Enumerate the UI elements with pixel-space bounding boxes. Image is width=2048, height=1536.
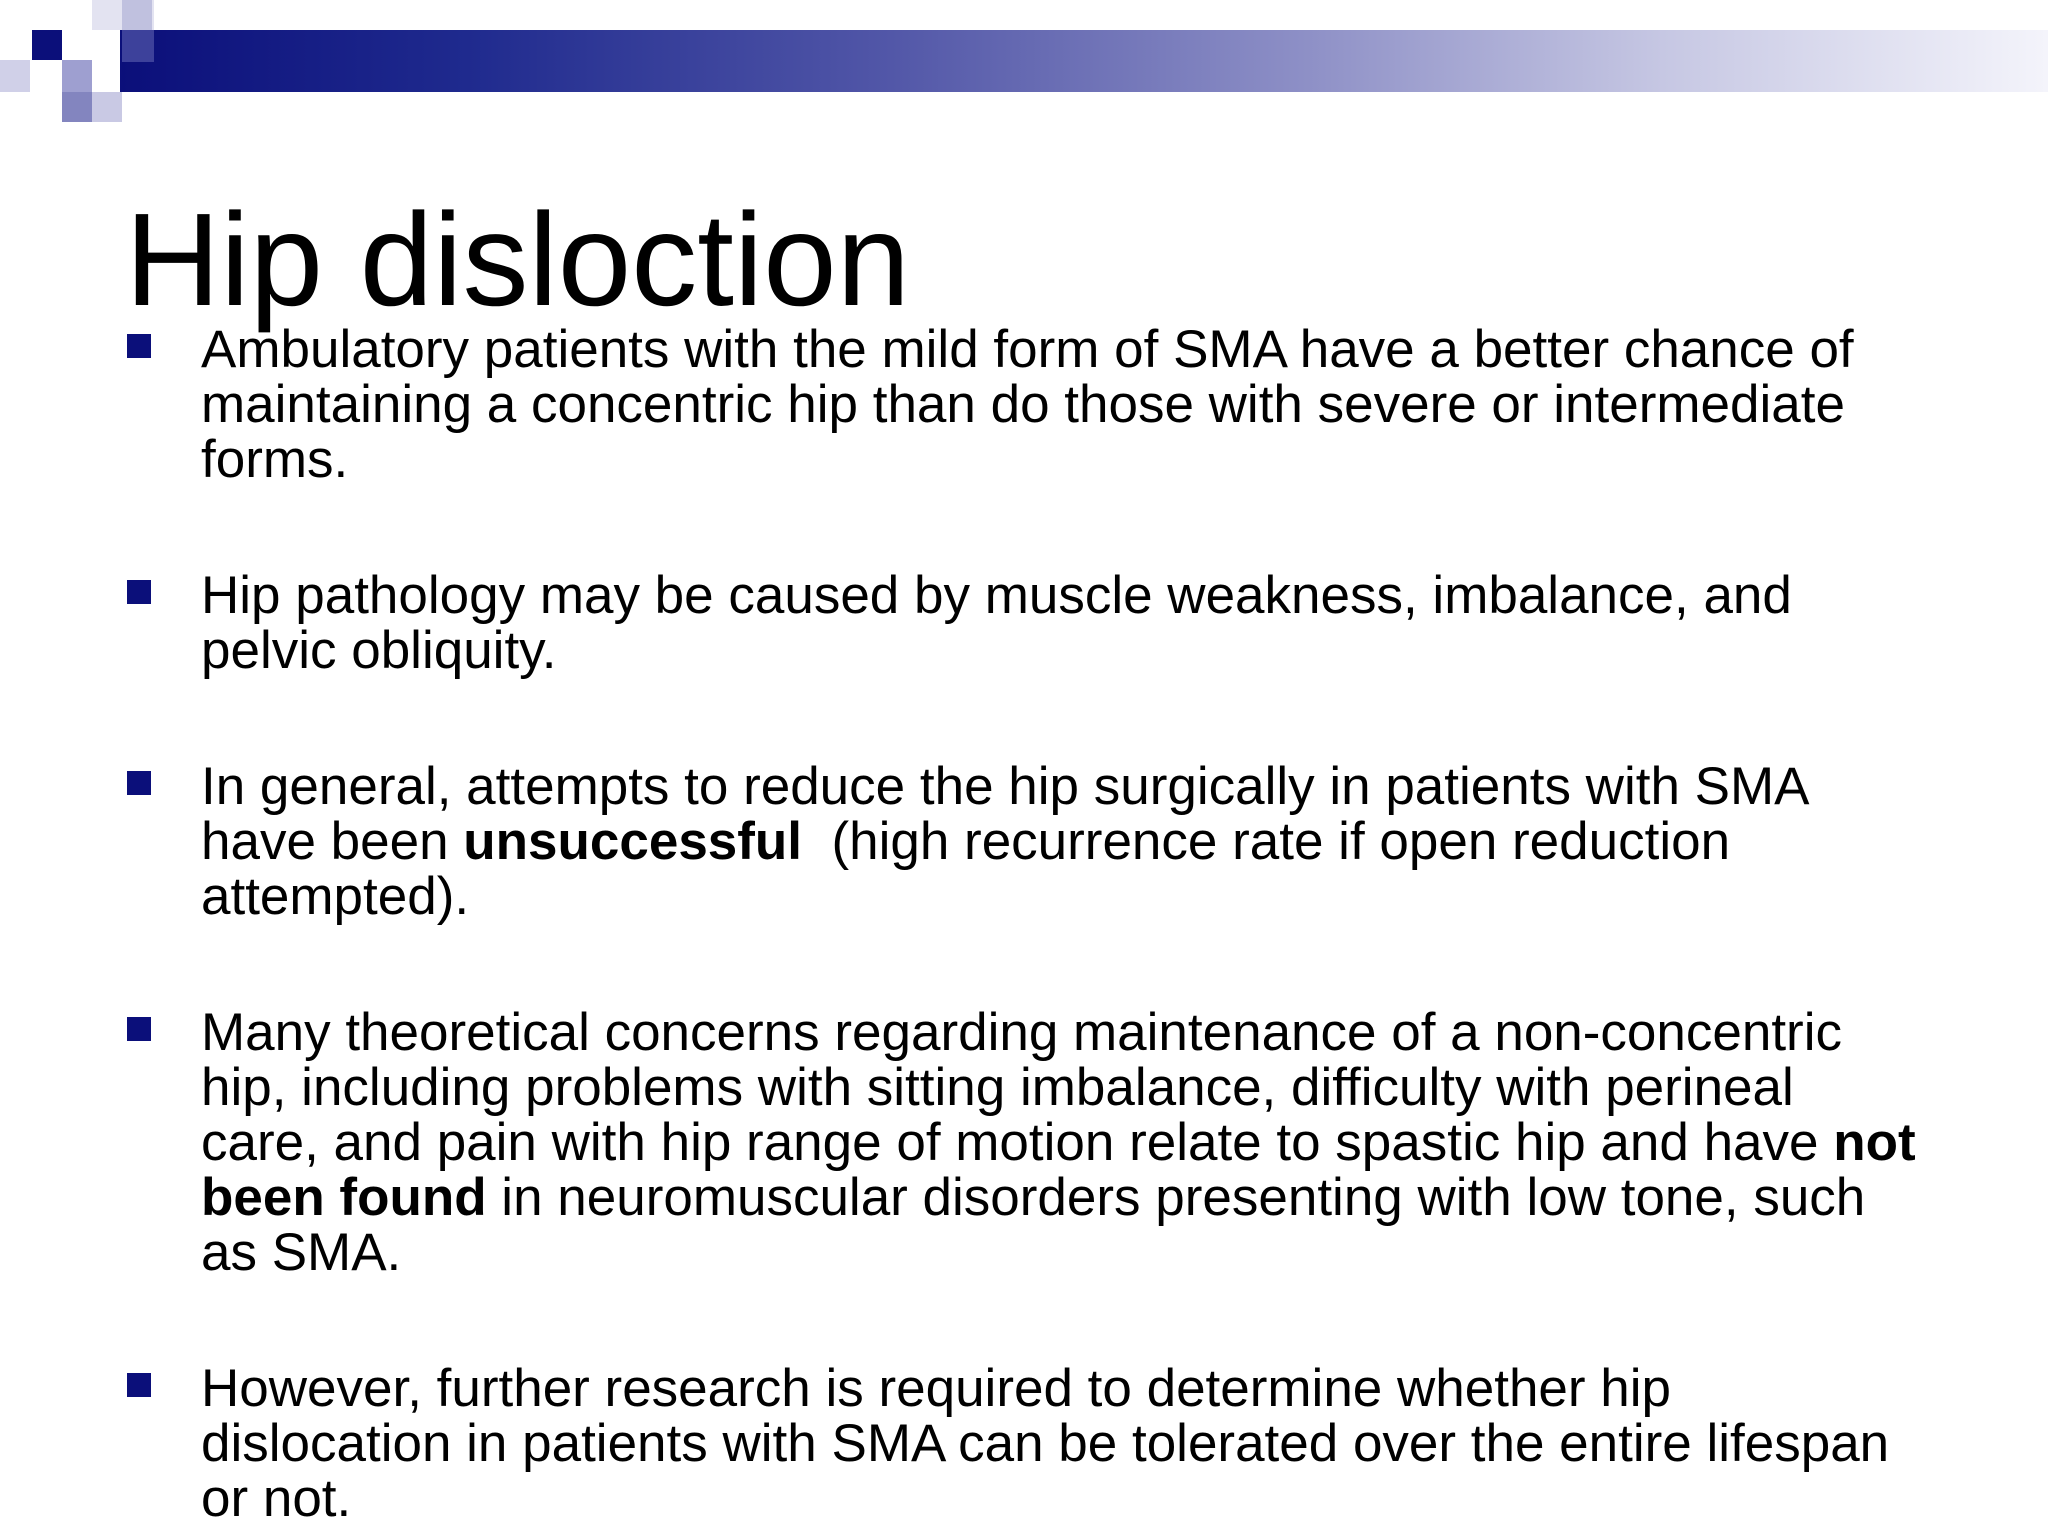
bullet-text: In general, attempts to reduce the hip surgically in patients with SMA have been unsuccessful (high recurrence rate if open reduction attempted).	[201, 757, 1807, 926]
decorative-square	[122, 30, 154, 62]
emphasis-unsuccessful: unsuccessful	[463, 812, 803, 871]
decorative-square	[0, 60, 30, 92]
emphasis-not-been-found: not been found	[201, 1113, 1916, 1227]
square-bullet-icon	[127, 334, 151, 358]
bullet-text: Ambulatory patients with the mild form of SMA have a better chance of maintaining a concentric hip than do those with severe or intermediate forms.	[201, 320, 1854, 489]
header-gradient-bar	[120, 30, 2048, 92]
decorative-square	[62, 60, 92, 92]
square-bullet-icon	[127, 580, 151, 604]
decorative-square	[122, 0, 152, 30]
bullet-item	[125, 322, 1925, 487]
bullet-text: Many theoretical concerns regarding maintenance of a non-concentric hip, including problems with sitting imbalance, difficulty with perineal care, and pain with hip range of motion relate to spastic hip and have not been found in neuromuscular disorders presenting with low tone, such as SMA.	[201, 1003, 1916, 1282]
decorative-square	[92, 92, 122, 122]
bullet-item	[125, 568, 1925, 678]
square-bullet-icon	[127, 771, 151, 795]
square-bullet-icon	[127, 1017, 151, 1041]
bullet-text: Hip pathology may be caused by muscle weakness, imbalance, and pelvic obliquity.	[201, 566, 1792, 680]
square-bullet-icon	[127, 1373, 151, 1397]
bullet-text: However, further research is required to determine whether hip dislocation in patients with SMA can be tolerated over the entire lifespan or not.	[201, 1359, 1890, 1528]
decorative-square	[32, 30, 62, 60]
bullet-item	[125, 1005, 1925, 1280]
bullet-item	[125, 759, 1925, 924]
slide-title: Hip disloction	[125, 186, 911, 333]
bullet-list	[125, 322, 1925, 1536]
bullet-item	[125, 1361, 1925, 1526]
decorative-square	[62, 92, 92, 122]
